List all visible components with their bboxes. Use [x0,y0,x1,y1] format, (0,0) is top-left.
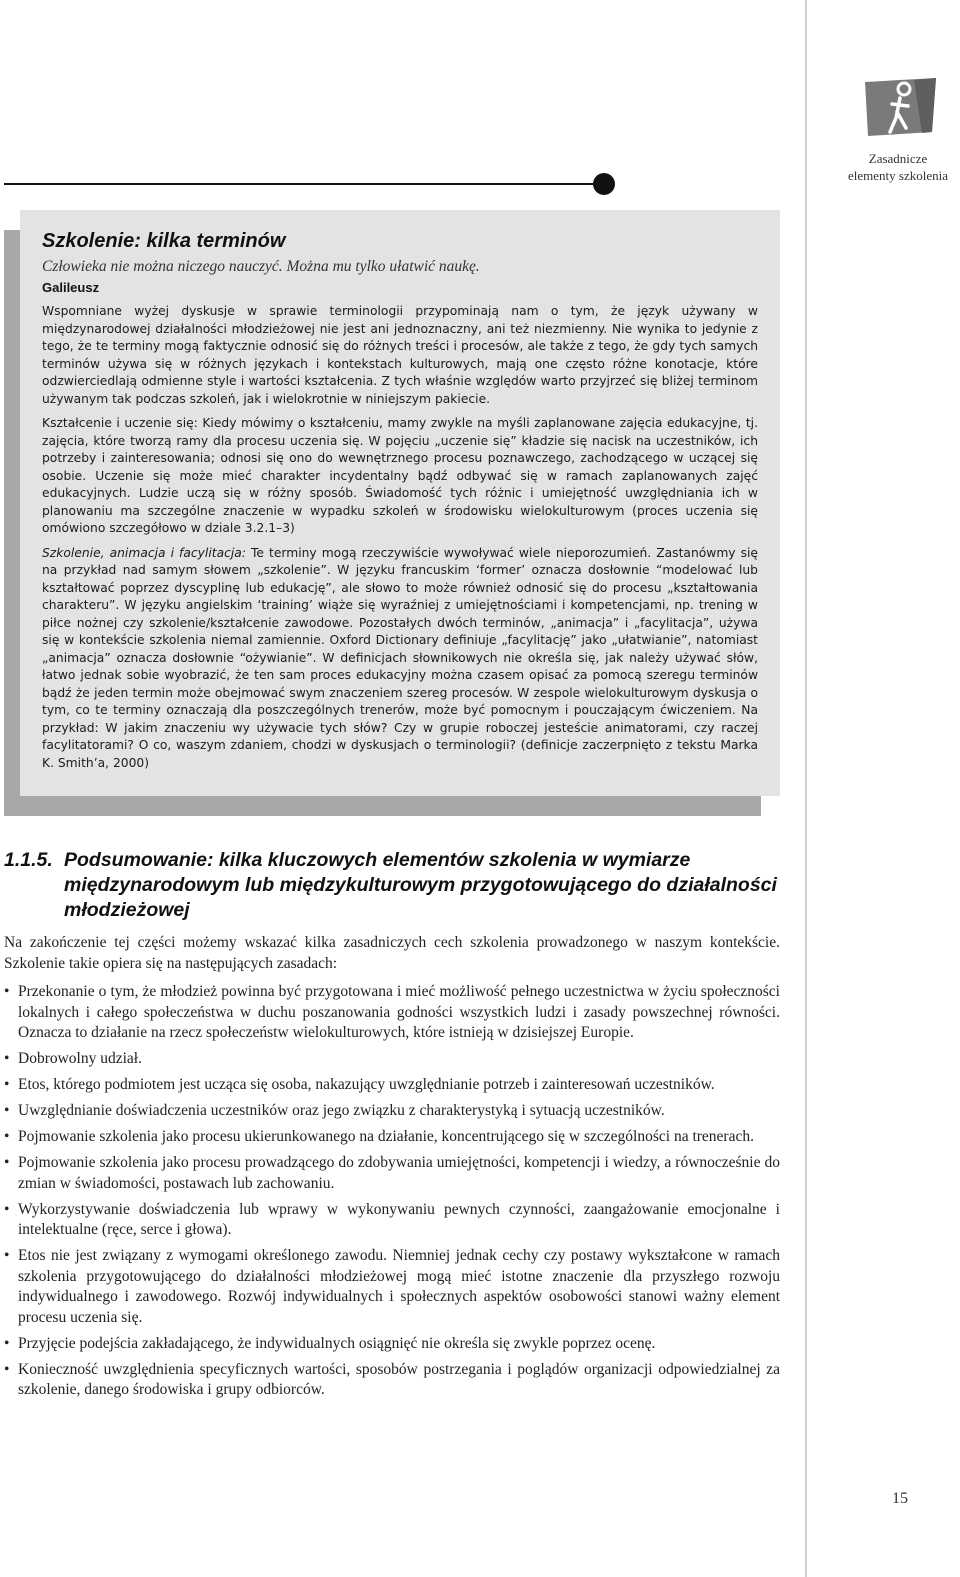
right-margin-rule [805,0,807,1577]
section-title: Podsumowanie: kilka kluczowych elementów szkolenia w wymiarze międzynarodowym lub międzykulturowym przygotowującego do działalności młodzieżowej [64,849,777,921]
terminology-box [20,210,780,796]
box-paragraph: Wspomniane wyżej dyskusje w sprawie terminologii przypominają nam o tym, że język używany w międzynarodowej działalności młodzieżowej nie jest ani jednoznaczny, ani też niezmienny. Nie wynika to jedynie z tego, że te terminy mogą faktycznie odnosić się do różnych treści i procesów, ale także z tego, że gdy tych samych terminów używa się w różnych językach i kontekstach kulturowych, mają one często różne konotacje, które odzwierciedlają odmienne style i wartości kształcenia. Z tych właśnie względów warto przyjrzeć się bliżej terminom używanym tak podczas szkoleń, jak i wielokrotnie w niniejszym pakiecie. [42,304,758,406]
section-label-line2: elementy szkolenia [848,168,948,183]
list-item-text: Pojmowanie szkolenia jako procesu prowadzącego do zdobywania umiejętności, kompetencji i wiedzy, a równocześnie do zmian w świadomości, postawach lub zachowaniu. [18,1154,780,1192]
box-paragraph-text: Te terminy mogą rzeczywiście wywoływać wiele nieporozumień. Zastanówmy się na przykład nad samym słowem „szkolenie”. W języku francuskim ‘former’ oznacza dosłownie “modelować lub kształtować poprzez dyscyplinę lub edukację”, ale słowo to może również odnosić się do procesu „kształtowania charakteru”. W języku angielskim ‘training’ wiąże się wyraźniej z umiejętnościami i kompetencjami, np. trening w piłce nożnej czy szkolenie/kształcenie zawodowe. Pozostałych dwóch terminów, „animacja” i „facylitacja”, używa się w kontekście szkolenia niemal zamiennie. Oxford Dictionary definiuje „facylitację” jako „ułatwianie”, natomiast „animacja” oznacza dosłownie “ożywianie”. W definicjach słownikowych nie określa się, jak należy używać słów, łatwo jednak sobie wyobrazić, że ten sam proces edukacyjny można czasem opisać za pomocą szeregu terminów bądź że jeden termin może obejmować swym znaczeniem szereg procesów. W zespole wielokulturowym dyskusja o tym, co te terminy oznaczają dla poszczególnych trenerów, może być pomocnym i pouczającym ćwiczeniem. Na przykład: W jakim znaczeniu wy używacie tych słów? Czy w grupie roboczej jesteście animatorami, czy raczej facylitatorami? O co, waszym zdaniem, chodzi w dyskusjach o terminologii? (definicje zaczerpnięto z tekstu Marka K. Smith’a, 2000) [42,545,758,770]
bullet-icon: • [4,1154,10,1171]
list-item [4,1075,780,1096]
list-item [4,1101,780,1122]
list-item-text: Konieczność uwzględnienia specyficznych wartości, sposobów postrzegania i poglądów organizacji odpowiedzialnej za szkolenie, danego środowiska i grupy odbiorców. [18,1360,780,1398]
list-item-text: Pojmowanie szkolenia jako procesu ukierunkowanego na działanie, koncentrującego się w szczególności na trenerach. [18,1128,754,1145]
list-item [4,1200,780,1241]
list-item [4,1360,780,1401]
principles-list [4,982,780,1401]
box-paragraph [42,545,758,773]
bullet-icon: • [4,1200,10,1218]
list-item-text: Uwzględnianie doświadczenia uczestników oraz jego związku z charakterystyką i sytuacją uczestników. [18,1102,665,1119]
bullet-icon: • [4,1076,10,1093]
stick-figure-flag-logo-icon [862,76,938,140]
list-item-text: Etos nie jest związany z wymogami określonego zawodu. Niemniej jednak cechy czy postawy wykształcone w ramach szkolenia przygotowującego do działalności młodzieżowej mogą mieć istotne znaczenie dla przyszłego rozwoju indywidualnego i zawodowego. Rozwój indywidualnych i społecznych aspektów osobowości stanowi ważny element procesu uczenia się. [18,1247,780,1326]
page-number: 15 [892,1490,908,1507]
section-label-line1: Zasadnicze [868,151,928,166]
list-item-text: Wykorzystywanie doświadczenia lub wprawy w wykonywaniu pewnych czynności, zaangażowanie emocjonalne i intelektualne (ręce, serce i głowa). [18,1200,780,1238]
section-intro: Na zakończenie tej części możemy wskazać kilka zasadniczych cech szkolenia prowadzonego w naszym kontekście. Szkolenie takie opiera się na następujących zasadach: [4,934,780,972]
bullet-icon: • [4,1334,10,1352]
box-title: Szkolenie: kilka terminów [42,230,286,252]
bullet-icon: • [4,1128,10,1145]
section-label [838,150,958,184]
list-item [4,1127,780,1148]
section-number: 1.1.5. [4,849,53,871]
bullet-icon: • [4,1247,10,1264]
list-item-text: Dobrowolny udział. [18,1050,142,1067]
box-paragraph-lead: Szkolenie, animacja i facylitacja: [42,545,246,560]
list-item-text: Etos, którego podmiotem jest ucząca się osoba, nakazujący uwzględnianie potrzeb i zainteresowań uczestników. [18,1076,715,1093]
bullet-icon: • [4,1102,10,1119]
box-quote-author: Galileusz [42,280,100,295]
header-rule-dot [593,173,615,195]
header-rule [4,183,600,185]
section-heading [4,848,780,923]
box-quote: Człowieka nie można niczego nauczyć. Można mu tylko ułatwić naukę. [42,258,480,275]
main-content [4,848,780,1406]
list-item [4,1049,780,1070]
list-item-text: Przekonanie o tym, że młodzież powinna być przygotowana i mieć możliwość pełnego uczestnictwa w życiu społeczności lokalnych i całego społeczeństwa w duchu poszanowania godności wszystkich ludzi i zasady powszechnej równości. Oznacza to działanie na rzecz społeczeństw wielokulturowych, które istnieją w dzisiejszej Europie. [18,983,780,1041]
list-item [4,1334,780,1355]
list-item [4,1153,780,1194]
bullet-icon: • [4,983,10,1000]
list-item [4,1246,780,1328]
bullet-icon: • [4,1050,10,1067]
bullet-icon: • [4,1360,10,1378]
list-item-text: Przyjęcie podejścia zakładającego, że indywidualnych osiągnięć nie określa się zwykle poprzez ocenę. [18,1334,656,1352]
box-paragraph: Kształcenie i uczenie się: Kiedy mówimy o kształceniu, mamy zwykle na myśli zaplanowane zajęcia edukacyjne, tj. zajęcia, które tworzą ramy dla procesu uczenia się. W pojęciu „uczenie się” kładzie się nacisk na uczestników, ich potrzeby i zainteresowania; odnosi się ono do wewnętrznego procesu poznawczego, zachodzącego w uczącej się osobie. Uczenie się może mieć charakter incydentalny bądź odbywać się w ramach zaplanowanych zajęć edukacyjnych. Ludzie uczą się w różny sposób. Świadomość tych różnic i umiejętność uwzględniania ich w planowaniu ma szczególne znaczenie w wypadku szkoleń w środowisku wielokulturowym (proces uczenia się omówiono szczegółowo w dziale 3.2.1–3) [42,416,758,535]
list-item [4,982,780,1044]
